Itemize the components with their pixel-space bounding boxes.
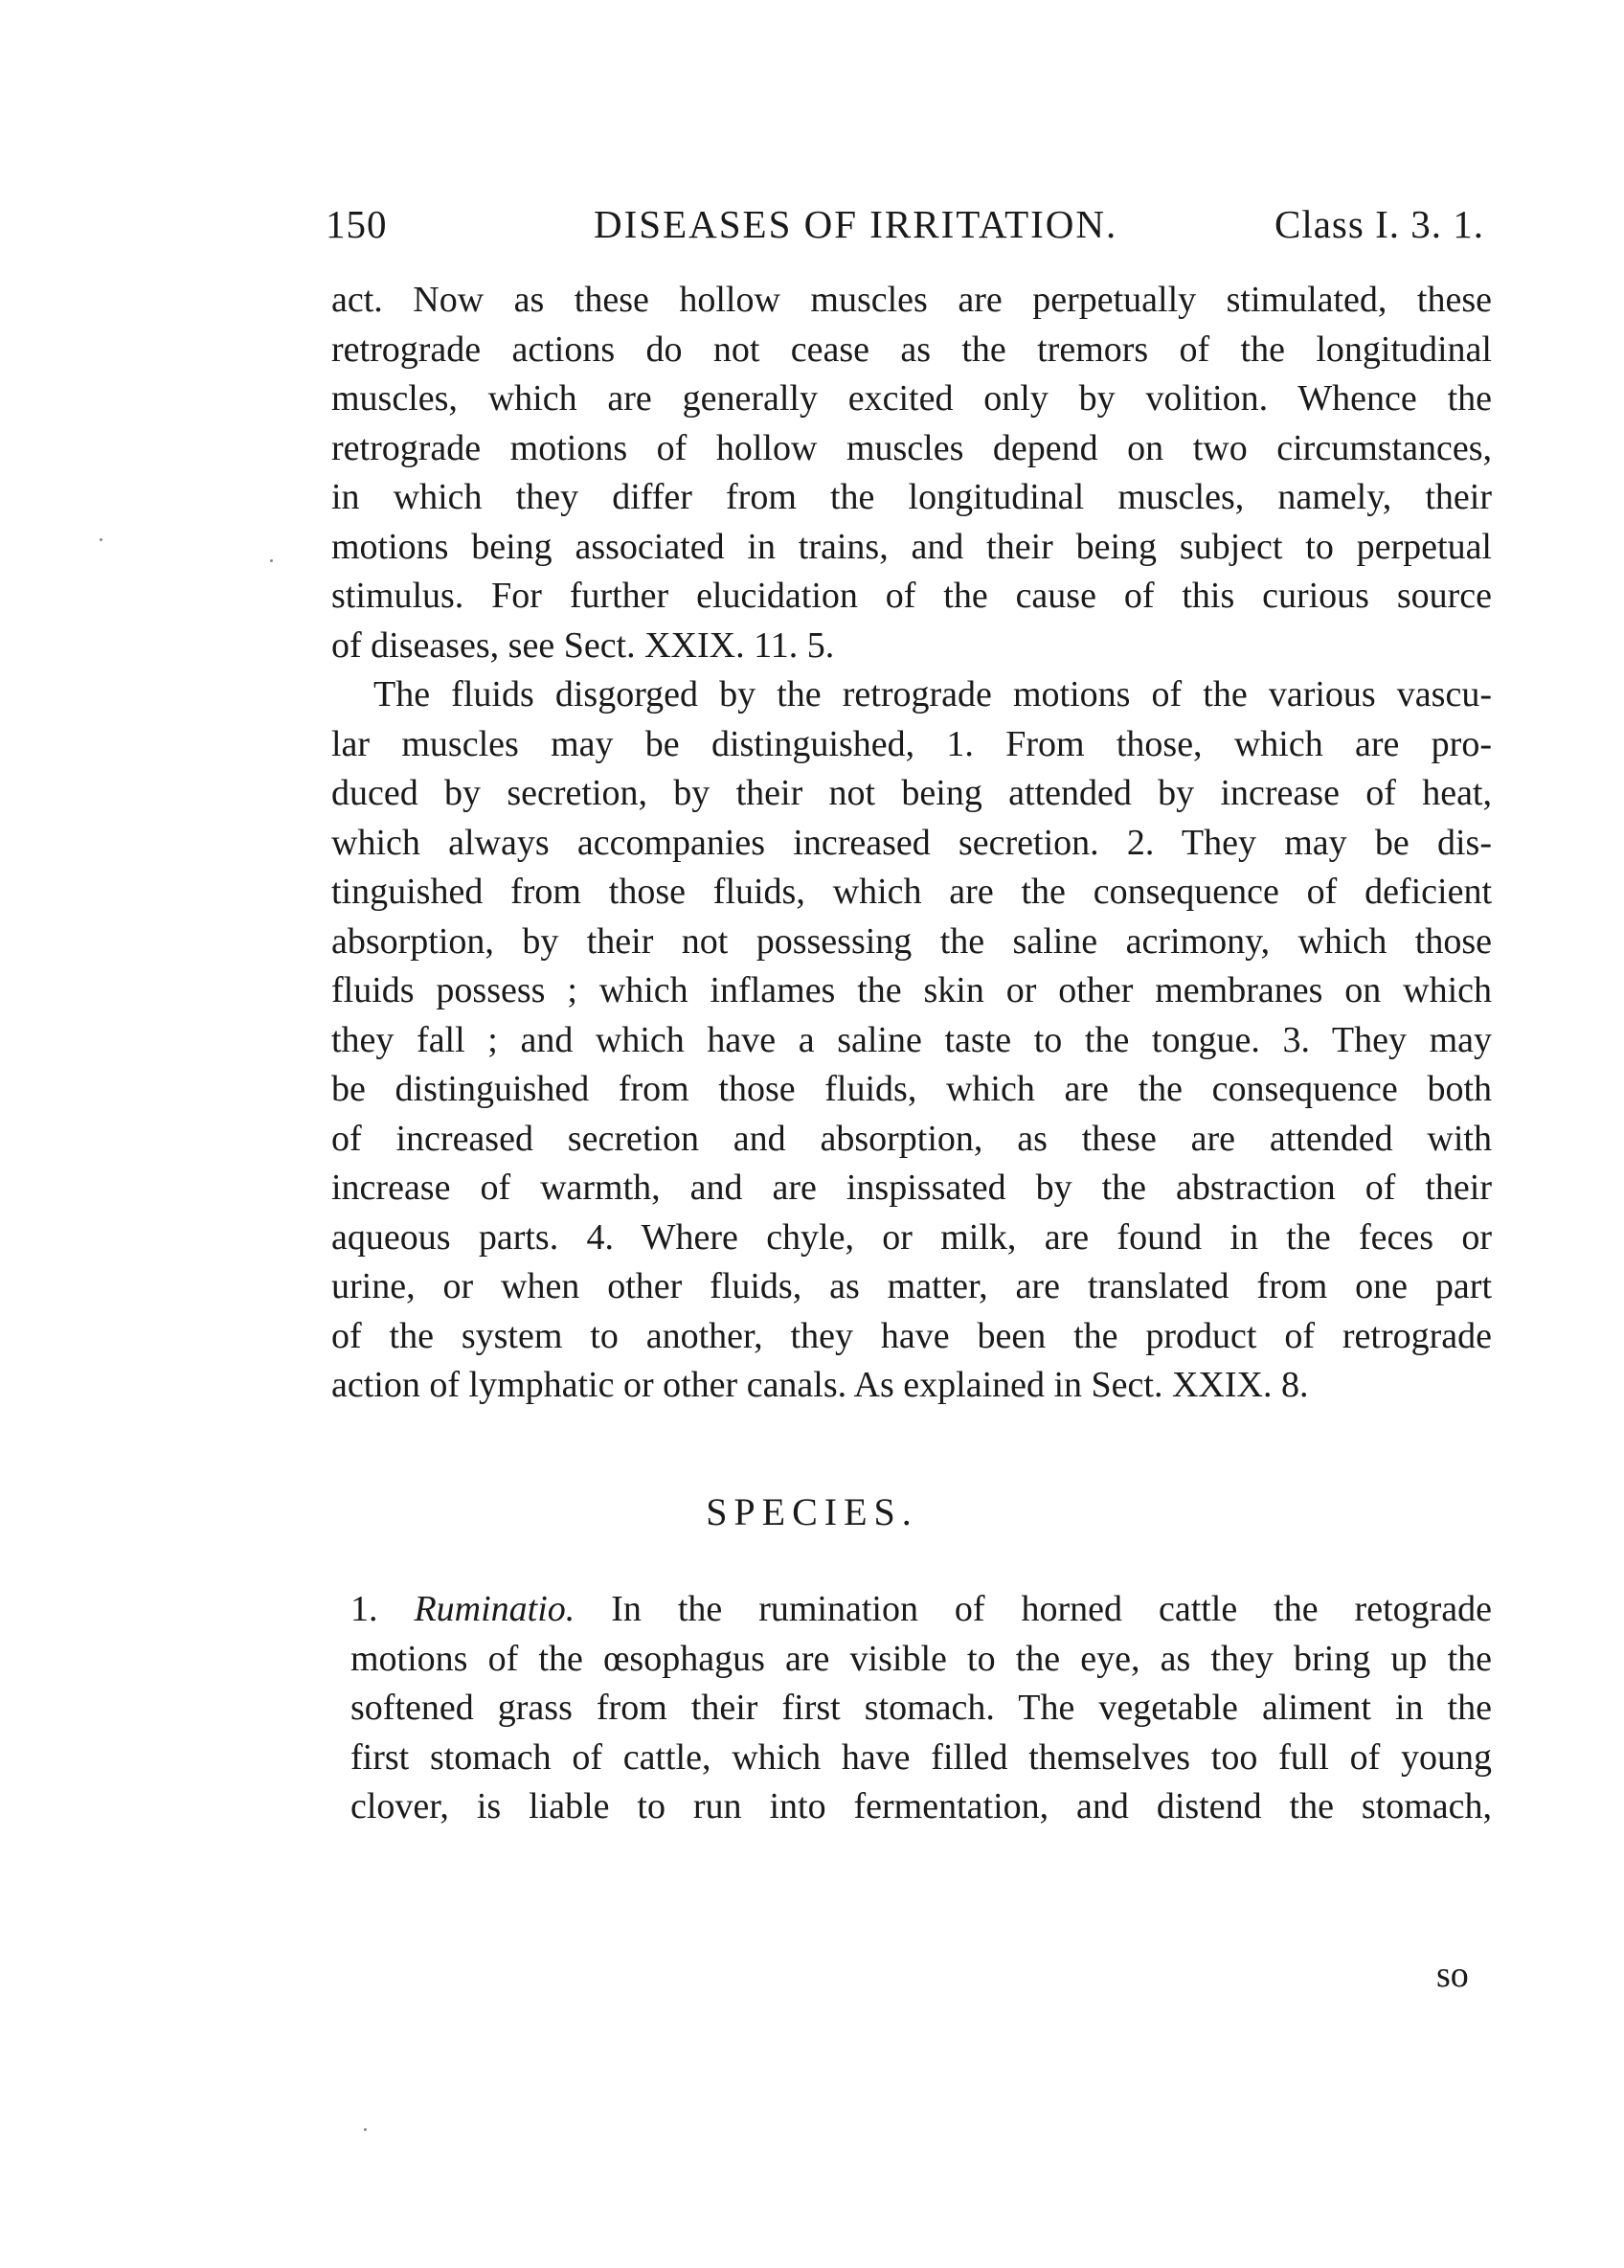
catchword: so (1436, 1955, 1469, 1995)
text-line: they fall ; and which have a saline taste to the tongue. 3. They may (331, 1019, 1492, 1060)
text-line: retrograde motions of hollow muscles depend on two circumstances, (331, 427, 1492, 468)
text-line: lar muscles may be distinguished, 1. From those, which are pro- (331, 723, 1492, 764)
text-line: motions of the œsophagus are visible to the eye, as they bring up the (350, 1638, 1492, 1679)
text-line: of the system to another, they have been the product of retrograde (331, 1315, 1492, 1356)
ink-speck (364, 2128, 367, 2131)
text-line: increase of warmth, and are inspissated by the abstraction of their (331, 1168, 1492, 1208)
text-line: fluids possess ; which inflames the skin or other membranes on which (331, 970, 1492, 1010)
running-head (326, 201, 1494, 259)
text-line: of diseases, see Sect. XXIX. 11. 5. (331, 624, 835, 666)
text-line: in which they differ from the longitudinal muscles, namely, their (331, 477, 1492, 517)
text-line (350, 1585, 1492, 1635)
text-line: aqueous parts. 4. Where chyle, or milk, are found in the feces or (331, 1216, 1492, 1258)
text-line: stimulus. For further elucidation of the cause of this curious source (331, 576, 1492, 616)
text-line: retrograde actions do not cease as the tremors of the longitudinal (331, 329, 1492, 370)
paragraph-fluids (331, 670, 1492, 1411)
text-line-rest: In the rumination of horned cattle the retograde (611, 1589, 1493, 1629)
text-line: first stomach of cattle, which have filled themselves too full of young (350, 1736, 1492, 1778)
text-line: act. Now as these hollow muscles are perpetually stimulated, these (331, 280, 1492, 320)
species-term: Ruminatio. (414, 1589, 575, 1629)
text-line: of increased secretion and absorption, as these are attended with (331, 1118, 1492, 1159)
species-number: 1. (350, 1589, 378, 1629)
text-line: The fluids disgorged by the retrograde motions of the various vascu- (373, 674, 1492, 714)
text-line: which always accompanies increased secretion. 2. They may be dis- (331, 822, 1492, 863)
text-line: clover, is liable to run into fermentation, and distend the stomach, (350, 1786, 1492, 1826)
text-line: be distinguished from those fluids, which are the consequence both (331, 1069, 1492, 1109)
text-line: motions being associated in trains, and their being subject to perpetual (331, 526, 1492, 567)
running-title: DISEASES OF IRRITATION. (594, 202, 1118, 246)
text-line: action of lymphatic or other canals. As explained in Sect. XXIX. 8. (331, 1365, 1309, 1405)
text-line: muscles, which are generally excited only by volition. Whence the (331, 378, 1492, 419)
text-line: tinguished from those fluids, which are the consequence of deficient (331, 872, 1492, 912)
section-heading: SPECIES. (706, 1490, 918, 1533)
page-number: 150 (326, 202, 388, 246)
class-reference: Class I. 3. 1. (1274, 202, 1484, 246)
text-line: softened grass from their first stomach. The vegetable aliment in the (350, 1688, 1492, 1728)
paragraph-continuation (331, 276, 1492, 670)
text-line: duced by secretion, by their not being attended by increase of heat, (331, 773, 1492, 813)
paragraph-ruminatio (350, 1585, 1492, 1832)
ink-speck (100, 538, 102, 541)
text-line: absorption, by their not possessing the saline acrimony, which those (331, 920, 1492, 962)
ink-speck (270, 559, 273, 562)
text-line: urine, or when other fluids, as matter, are translated from one part (331, 1266, 1492, 1306)
